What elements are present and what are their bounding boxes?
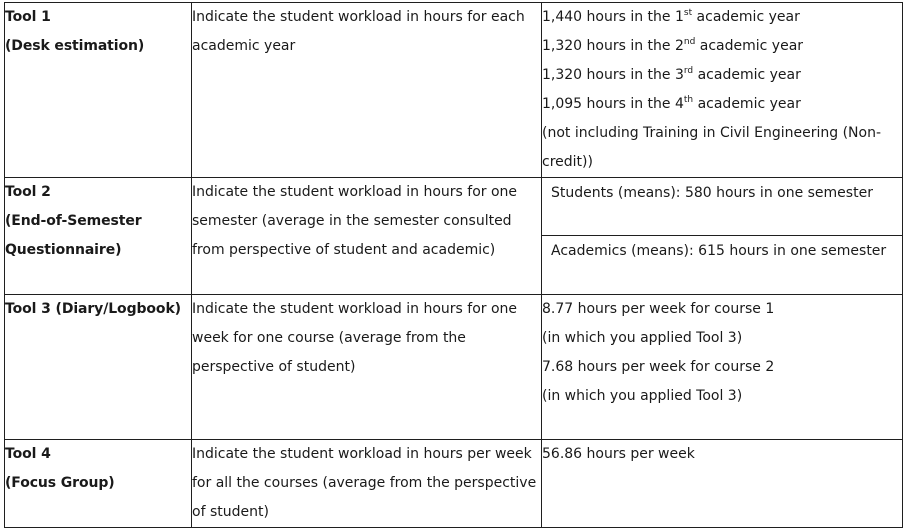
- result-line: (in which you applied Tool 3): [542, 388, 743, 404]
- result-line: 8.77 hours per week for course 1: [542, 301, 775, 317]
- results-cell: [542, 295, 903, 440]
- tool-cell: [5, 178, 192, 295]
- tool-method: (Focus Group): [5, 475, 115, 491]
- table-row-tool-2: [5, 178, 903, 295]
- tool-cell: [5, 295, 192, 440]
- tool-cell: [5, 440, 192, 528]
- workload-table: [4, 2, 903, 528]
- results-cell: [542, 440, 903, 528]
- description-cell: Indicate the student workload in hours for one week for one course (average from the perspective of student): [192, 295, 542, 440]
- tool-name: Tool 1: [5, 9, 51, 25]
- result-students: Students (means): 580 hours in one semester: [542, 178, 902, 236]
- result-academics: Academics (means): 615 hours in one semester: [551, 243, 887, 259]
- result-line: 1,095 hours in the 4th academic year: [542, 95, 801, 112]
- tool-method: (End-of-Semester: [5, 213, 142, 229]
- description-cell: Indicate the student workload in hours for one semester (average in the semester consulted from perspective of student and academic): [192, 178, 542, 295]
- result-line: 1,320 hours in the 3rd academic year: [542, 66, 801, 83]
- tool-method-cont: Questionnaire): [5, 242, 122, 258]
- result-note: (not including Training in Civil Engineering (Non-credit)): [542, 125, 882, 170]
- table-row-tool-4: [5, 440, 903, 528]
- result-line: 1,320 hours in the 2nd academic year: [542, 37, 804, 54]
- result-line: (in which you applied Tool 3): [542, 330, 743, 346]
- result-line: 56.86 hours per week: [542, 446, 695, 462]
- results-cell: [542, 3, 903, 178]
- result-line: 7.68 hours per week for course 2: [542, 359, 775, 375]
- table-row-tool-1: [5, 3, 903, 178]
- description-cell: Indicate the student workload in hours per week for all the courses (average from the perspective of student): [192, 440, 542, 528]
- table-row-tool-3: [5, 295, 903, 440]
- tool-method: (Desk estimation): [5, 38, 145, 54]
- tool-name: Tool 2: [5, 184, 51, 200]
- tool-name: Tool 4: [5, 446, 51, 462]
- results-cell: [542, 178, 903, 295]
- description-cell: Indicate the student workload in hours for each academic year: [192, 3, 542, 178]
- tool-name: Tool 3 (Diary/Logbook): [5, 301, 181, 317]
- result-line: 1,440 hours in the 1st academic year: [542, 8, 800, 25]
- tool-cell: [5, 3, 192, 178]
